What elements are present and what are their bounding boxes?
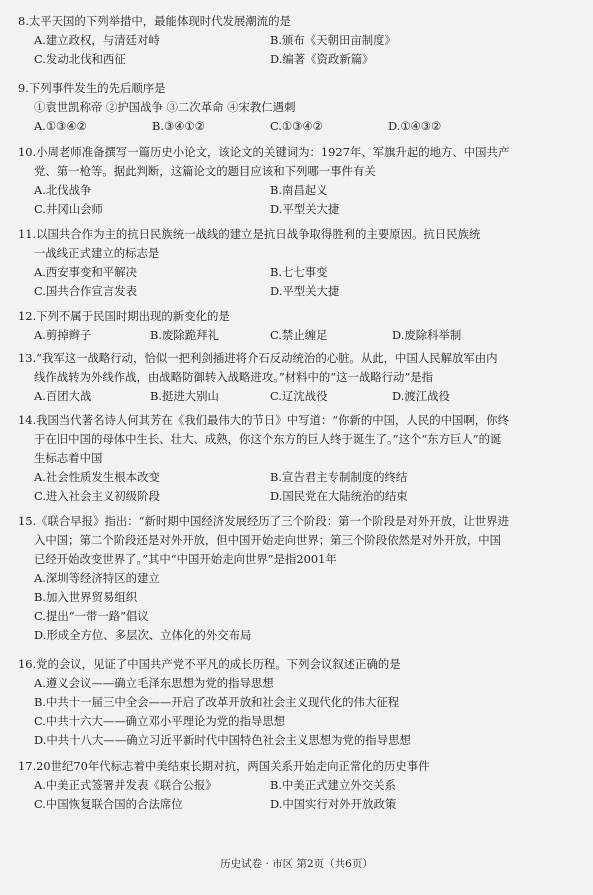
option-row (0, 712, 593, 731)
option-row (0, 117, 593, 136)
option-c: C.进入社会主义初级阶段 (34, 489, 160, 503)
option-b: B.③④①② (152, 119, 205, 133)
option-a: A.北伐战争 (34, 183, 92, 197)
question-stem: 于在旧中国的母体中生长、壮大、成熟，你这个东方的巨人终于诞生了。”这个“东方巨人”的诞 (34, 432, 502, 446)
option-c: C.①③④② (270, 119, 323, 133)
option-d: D.中共十八大——确立习近平新时代中国特色社会主义思想为党的指导思想 (34, 733, 411, 747)
option-row (0, 50, 593, 69)
option-row (0, 31, 593, 50)
option-b: B.加入世界贸易组织 (34, 590, 138, 604)
option-a: A.深圳等经济特区的建立 (34, 571, 160, 585)
option-row (0, 795, 593, 814)
option-row (0, 282, 593, 301)
option-c: C.辽沈战役 (270, 389, 328, 403)
option-a: A.①③④② (34, 119, 87, 133)
option-row (0, 263, 593, 282)
option-d: D.中国实行对外开放政策 (270, 797, 397, 811)
question-10 (0, 143, 593, 219)
option-b: B.废除跪拜礼 (150, 328, 219, 342)
option-row (0, 731, 593, 750)
question-stem: 11.以国共合作为主的抗日民族统一战线的建立是抗日战争取得胜利的主要原因。抗日民族统 (18, 227, 481, 241)
question-stem: 一战线正式建立的标志是 (34, 246, 160, 260)
option-c: C.禁止缠足 (270, 328, 328, 342)
option-a: A.中美正式签署并发表《联合公报》 (34, 778, 217, 792)
option-row (0, 181, 593, 200)
option-b: B.南昌起义 (270, 183, 328, 197)
question-14 (0, 411, 593, 506)
option-row (0, 468, 593, 487)
question-15 (0, 512, 593, 645)
option-b: B.颁布《天朝田亩制度》 (270, 33, 396, 47)
option-d: D.渡江战役 (392, 389, 450, 403)
option-d: D.形成全方位、多层次、立体化的外交布局 (34, 628, 252, 642)
option-a: A.社会性质发生根本改变 (34, 470, 160, 484)
option-row (0, 693, 593, 712)
option-row (0, 776, 593, 795)
page-footer: 历史试卷 · 市区 第2页（共6页） (220, 858, 373, 870)
question-stem: 17.20世纪70年代标志着中美结束长期对抗，两国关系开始走向正常化的历史事件 (18, 759, 430, 773)
question-stem: 生标志着中国 (34, 451, 103, 465)
question-stem: 已经开始改变世界了。”其中“中国开始走向世界”是指2001年 (34, 552, 337, 566)
question-stem: 16.党的会议，见证了中国共产党不平凡的成长历程。下列会议叙述正确的是 (18, 657, 401, 671)
option-a: A.西安事变和平解决 (34, 265, 137, 279)
option-b: B.中共十一届三中全会——开启了改革开放和社会主义现代化的伟大征程 (34, 695, 400, 709)
question-11 (0, 225, 593, 301)
option-d: D.平型关大捷 (270, 202, 340, 216)
option-d: D.国民党在大陆统治的结束 (270, 489, 408, 503)
option-a: A.剪掉辫子 (34, 328, 92, 342)
option-row (0, 626, 593, 645)
option-b: B.中美正式建立外交关系 (270, 778, 396, 792)
option-d: D.①④③② (388, 119, 442, 133)
option-c: C.发动北伐和西征 (34, 52, 126, 66)
question-12 (0, 307, 593, 345)
option-b: B.挺进大别山 (150, 389, 219, 403)
option-c: C.中国恢复联合国的合法席位 (34, 797, 183, 811)
option-b: B.宣告君主专制制度的终结 (270, 470, 408, 484)
option-c: C.中共十六大——确立邓小平理论为党的指导思想 (34, 714, 286, 728)
option-d: D.平型关大捷 (270, 284, 340, 298)
option-row (0, 674, 593, 693)
question-stem: 15.《联合早报》指出：“新时期中国经济发展经历了三个阶段：第一个阶段是对外开放，让世界进 (18, 514, 509, 528)
question-16 (0, 655, 593, 750)
option-row (0, 387, 593, 406)
option-a: A.百团大战 (34, 389, 92, 403)
option-d: D.废除科举制 (392, 328, 462, 342)
question-8 (0, 12, 593, 69)
question-17 (0, 757, 593, 814)
option-row (0, 326, 593, 345)
question-stem: 9.下列事件发生的先后顺序是 (18, 81, 166, 95)
option-row (0, 607, 593, 626)
option-row (0, 588, 593, 607)
option-row (0, 487, 593, 506)
question-stem: 12.下列不属于民国时期出现的新变化的是 (18, 309, 230, 323)
question-stem: 10.小周老师准备撰写一篇历史小论文，该论文的关键词为：1927年、军旗升起的地方、中国共产 (18, 145, 510, 159)
question-stem: 14.我国当代著名诗人何其芳在《我们最伟大的节日》中写道：“你新的中国，人民的中国啊，你终 (18, 413, 509, 427)
option-row (0, 200, 593, 219)
option-d: D.编著《资政新篇》 (270, 52, 374, 66)
question-stem: 8.太平天国的下列举措中，最能体现时代发展潮流的是 (18, 14, 291, 28)
question-stem: 党、第一枪等。据此判断，这篇论文的题目应该和下列哪一事件有关 (34, 164, 376, 178)
option-c: C.提出“一带一路”倡议 (34, 609, 149, 623)
question-stem: 线作战转为外线作战，由战略防御转入战略进攻。”材料中的“这一战略行动”是指 (34, 370, 434, 384)
question-9 (0, 79, 593, 136)
option-c: C.井冈山会师 (34, 202, 103, 216)
option-row (0, 569, 593, 588)
question-stem: 13.“我军这一战略行动，恰似一把利剑插进将介石反动统治的心脏。从此，中国人民解放军由内 (18, 351, 498, 365)
question-stem: 入中国；第二个阶段还是对外开放，但中国开始走向世界；第三个阶段依然是对外开放，中国 (34, 533, 502, 547)
option-b: B.七七事变 (270, 265, 328, 279)
option-a: A.建立政权，与清廷对峙 (34, 33, 160, 47)
option-c: C.国共合作宣言发表 (34, 284, 138, 298)
option-a: A.遵义会议——确立毛泽东思想为党的指导思想 (34, 676, 274, 690)
question-13 (0, 349, 593, 406)
event-list: ①袁世凯称帝 ②护国战争 ③二次革命 ④宋教仁遇刺 (34, 100, 296, 114)
